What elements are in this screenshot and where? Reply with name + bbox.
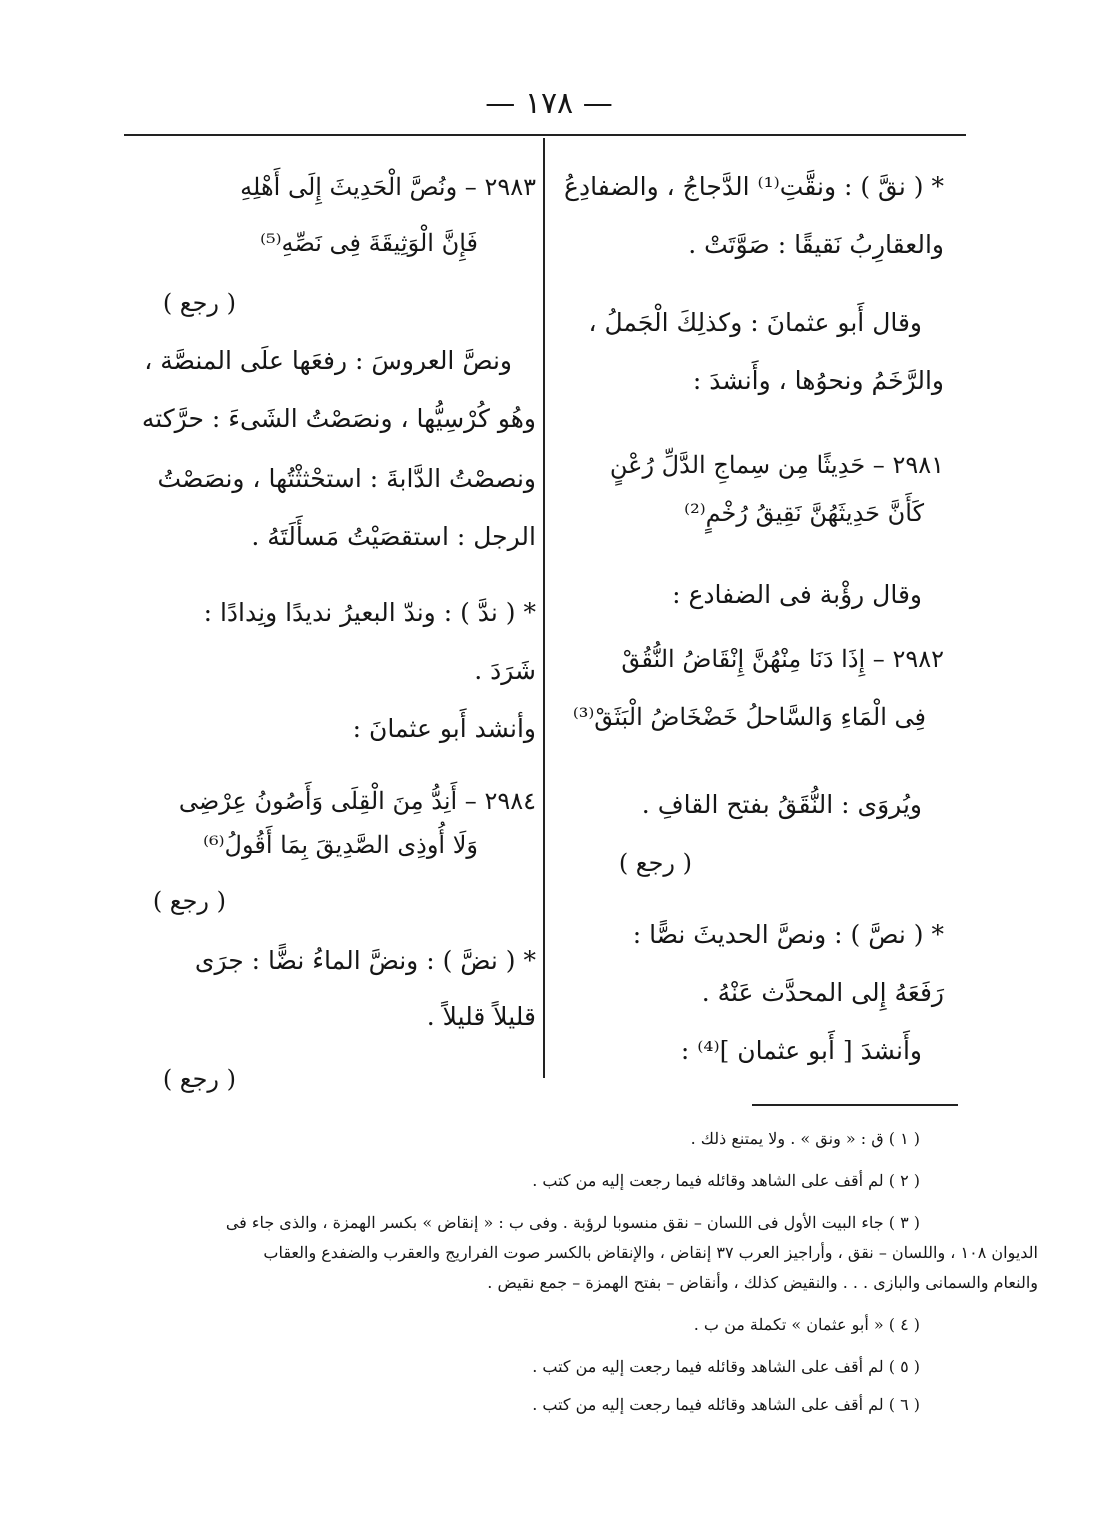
text-line: وقال أَبو عثمانَ : وكذلِكَ الْجَملُ ، [588, 308, 922, 337]
footnote-1: ( ١ ) ق : « ونق » . ولا يمتنع ذلك . [690, 1129, 920, 1148]
page-number: — ١٧٨ — [485, 86, 613, 121]
footnote-2: ( ٢ ) لم أقف على الشاهد وقائله فيما رجعت إليه من كتب . [532, 1171, 920, 1190]
text-line: والرَّخَمُ ونحوُها ، وأَنشدَ : [692, 366, 944, 395]
text-line: وأَنشدَ [ أَبو عثمان ]⁽⁴⁾ : [680, 1036, 922, 1065]
text-line: وهُو كُرْسِيُّها ، ونصَصْتُ الشَىءَ : حرَّكته [141, 404, 536, 433]
footnote-3-line-3: والنعام والسمانى والبازى . . . والنقيض كذلك ، وأنقاض – بفتح الهمزة – جمع نقيض . [487, 1273, 1038, 1292]
entry-nassa-line: * ( نصَّ ) : ونصَّ الحديثَ نصًّا : [632, 920, 944, 949]
text-line: ويُروَى : النُّقَقُ بفتح القافِ . [641, 790, 922, 819]
rajaa-marker: ( رجع ) [162, 289, 236, 317]
entry-naqqa-line: * ( نقَّ ) : ونقَّتِ⁽¹⁾ الدَّجاجُ ، والضفادِعُ [564, 172, 944, 201]
header-rule [124, 134, 966, 136]
rajaa-marker: ( رجع ) [162, 1065, 236, 1093]
footnote-4: ( ٤ ) « أبو عثمان » تكملة من ب . [693, 1315, 920, 1334]
text-line: شَرَدَ . [474, 656, 536, 685]
footnote-6: ( ٦ ) لم أقف على الشاهد وقائله فيما رجعت إليه من كتب . [532, 1395, 920, 1414]
rajaa-marker: ( رجع ) [618, 849, 692, 877]
text-line: ونصَّ العروسَ : رفعَها علَى المنصَّة ، [144, 346, 512, 375]
verse-2981-first: ٢٩٨١ – حَدِيثًا مِن سِماجِ الدَّلِّ رُعْنٍ [609, 451, 944, 479]
verse-2982-second: فِى الْمَاءِ وَالسَّاحلُ خَضْخَاضُ الْبَثَقْ⁽³⁾ [572, 703, 926, 731]
verse-2982-first: ٢٩٨٢ – إِذَا دَنَا مِنْهُنَّ إِنْقَاضُ النُّقُقْ [621, 645, 944, 673]
text-line: وأنشد أَبو عثمانَ : [352, 714, 536, 743]
text-line: وقال رؤْبة فى الضفادع : [672, 580, 922, 609]
text-line: الرجل : استقصَيْتُ مَسأَلَتَهُ . [251, 522, 536, 551]
footnote-3-line-1: ( ٣ ) جاء البيت الأول فى اللسان – نقق منسوبا لرؤبة . وفى ب : « إنقاض » بكسر الهمزة ، والذى جاء فى [225, 1213, 920, 1232]
verse-2983-first: ٢٩٨٣ – ونُصَّ الْحَدِيثَ إِلَى أَهْلِهِ [240, 173, 536, 201]
footnote-5: ( ٥ ) لم أقف على الشاهد وقائله فيما رجعت إليه من كتب . [532, 1357, 920, 1376]
footnote-3-line-2: الديوان ١٠٨ ، واللسان – نقق ، وأراجيز العرب ٣٧ إنقاض ، والإنقاض بالكسر صوت الفراريج والعقرب والضفدع والعقاب [263, 1243, 1038, 1262]
column-divider [543, 138, 545, 1078]
footnote-rule [752, 1104, 958, 1106]
rajaa-marker: ( رجع ) [152, 887, 226, 915]
entry-nadda-line: * ( ندَّ ) : وندّ البعيرُ نديدًا ونِدادًا : [203, 598, 536, 627]
text-line: قليلاً قليلاً . [426, 1002, 536, 1031]
text-line: والعقارِبُ نَقيقًا : صَوَّتَتْ . [688, 230, 944, 259]
text-line: رَفَعَهُ إِلى المحدَّث عَنْهُ . [701, 978, 944, 1007]
verse-2984-second: وَلَا أُوذِى الصَّدِيقَ بِمَا أَقُولُ⁽⁶⁾ [203, 831, 478, 859]
verse-2981-second: كَأَنَّ حَدِيثَهُنَّ نَقِيقُ رُخْمٍ⁽²⁾ [684, 499, 924, 527]
text-line: ونصصْتُ الدَّابةَ : استحْثثْتُها ، ونصَصْتُ [157, 464, 536, 493]
entry-nadda-water-line: * ( نضَّ ) : ونضَّ الماءُ نضًّا : جرَى [194, 946, 536, 975]
verse-2983-second: فَإِنَّ الْوَثِيقَةَ فِى نَصِّهِ⁽⁵⁾ [260, 229, 478, 257]
verse-2984-first: ٢٩٨٤ – أَنِدُّ مِنَ الْقِلَى وَأَصُونُ عِرْضِى [178, 787, 536, 815]
